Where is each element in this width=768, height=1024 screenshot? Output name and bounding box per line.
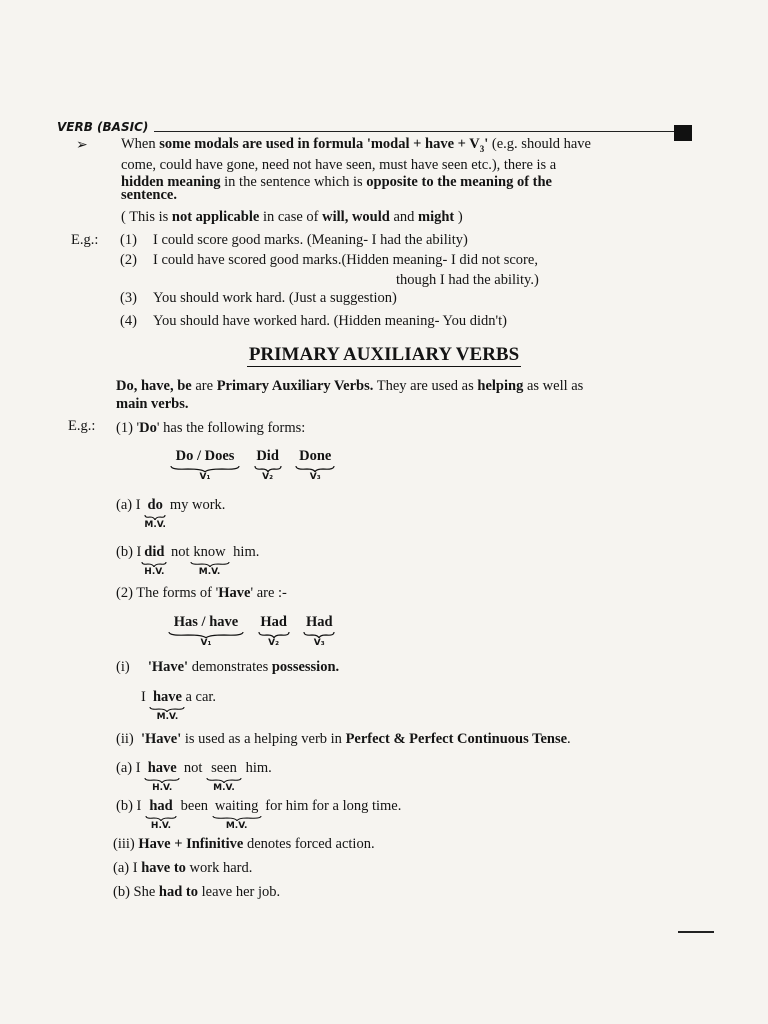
example-number: (2) <box>120 252 137 268</box>
have-form-v3: Had V₃ <box>305 614 333 648</box>
do-example-a: (a) I do M.V. my work. <box>116 497 226 530</box>
have-use-i: (i) 'Have' demonstrates possession. <box>116 659 340 675</box>
example-number: (3) <box>120 290 137 306</box>
modals-line-3: hidden meaning in the sentence which is opposite to the meaning of the <box>121 174 552 190</box>
annotated-word: waiting M.V. <box>212 798 262 831</box>
example-2: I could have scored good marks.(Hidden meaning- I did not score, <box>153 252 538 268</box>
have-use-iii-example-a: (a) I have to work hard. <box>113 860 253 876</box>
annotated-word: had H.V. <box>145 798 177 831</box>
do-form-v3: Done V₃ <box>295 448 335 482</box>
example-number: (4) <box>120 313 137 329</box>
have-use-ii: (ii) 'Have' is used as a helping verb in Perfect & Perfect Continuous Tense. <box>116 731 571 747</box>
section-heading: PRIMARY AUXILIARY VERBS <box>248 344 520 365</box>
have-form-v2: Had V₂ <box>260 614 287 648</box>
modals-line-2: come, could have gone, need not have seen, must have seen etc.), there is a <box>121 157 557 173</box>
bullet-arrow-icon: ➢ <box>76 138 88 153</box>
primary-intro-line-2: main verbs. <box>116 396 189 412</box>
do-form-v2: Did V₂ <box>256 448 279 482</box>
do-form-v1: Do / Does V₁ <box>170 448 240 482</box>
annotated-word: have H.V. <box>144 760 180 793</box>
example-number: (1) <box>120 232 137 248</box>
have-form-v1: Has / have V₁ <box>168 614 244 648</box>
do-forms <box>170 448 335 484</box>
annotated-word: have M.V. <box>149 689 185 722</box>
do-example-b: (b) I did H.V. not know M.V. him. <box>116 544 260 577</box>
have-intro: (2) The forms of 'Have' are :- <box>116 585 287 601</box>
eg-label: E.g.: <box>71 232 99 248</box>
have-use-ii-example-a: (a) I have H.V. not seen M.V. him. <box>116 760 272 793</box>
have-forms <box>168 614 335 650</box>
modals-line-1: When some modals are used in formula 'modal + have + $V_3'$ (e.g. should have <box>121 136 591 154</box>
section-header-label: VERB (BASIC) <box>57 120 149 134</box>
have-use-iii: (iii) Have + Infinitive denotes forced action. <box>113 836 375 852</box>
example-4: You should have worked hard. (Hidden meaning- You didn't) <box>153 313 507 329</box>
example-3: You should work hard. (Just a suggestion) <box>153 290 397 306</box>
have-use-i-example: I have M.V. a car. <box>141 689 217 722</box>
footer-rule <box>678 931 714 933</box>
annotated-word: did H.V. <box>144 544 165 577</box>
example-1: I could score good marks. (Meaning- I had the ability) <box>153 232 468 248</box>
primary-intro-line-1: Do, have, be are Primary Auxiliary Verbs. They are used as helping as well as <box>116 378 584 394</box>
modals-note: ( This is not applicable in case of will, would and might ) <box>121 209 463 225</box>
example-2-cont: though I had the ability.) <box>396 272 539 288</box>
annotated-word: seen M.V. <box>206 760 242 793</box>
annotated-word: know M.V. <box>190 544 230 577</box>
eg-label: E.g.: <box>68 418 96 434</box>
header-rule <box>154 131 674 132</box>
do-intro: (1) 'Do' has the following forms: <box>116 420 306 436</box>
header-marker <box>674 125 692 141</box>
modals-line-4: sentence. <box>121 187 177 203</box>
annotated-word: do M.V. <box>144 497 166 530</box>
have-use-ii-example-b: (b) I had H.V. been waiting M.V. for him for a long time. <box>116 798 402 831</box>
have-use-iii-example-b: (b) She had to leave her job. <box>113 884 281 900</box>
